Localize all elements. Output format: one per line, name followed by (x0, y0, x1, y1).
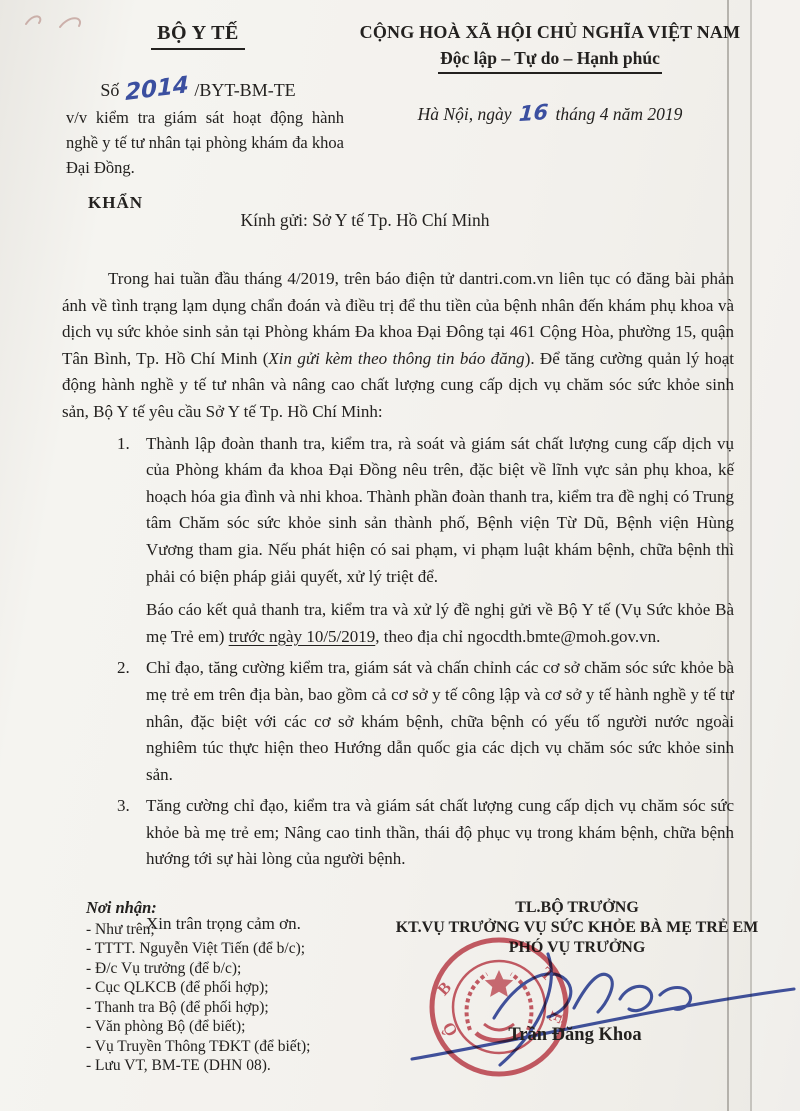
issuing-org-title: BỘ Y TẾ (151, 22, 245, 50)
report-deadline-underlined: trước ngày 10/5/2019 (228, 626, 376, 646)
recipient-line: - Văn phòng Bộ (để biết); (86, 1018, 246, 1035)
recipients-block (86, 898, 310, 1076)
item-text: Chỉ đạo, tăng cường kiểm tra, giám sát và chấn chỉnh các cơ sở chăm sóc sức khỏe bà mẹ trẻ em trên địa bàn, bao gồm cả cơ sở y tế công lập và cơ sở y tế hành nghề y tế tư nhân, đặc biệt với các cơ sở khám bệnh, chữa bệnh có yếu tố người nước ngoài nghiêm túc thực hiện theo Hướng dẫn quốc gia các dịch vụ chăm sóc sức khỏe sinh sản. (146, 658, 734, 784)
place-date-post: tháng 4 năm 2019 (555, 104, 683, 124)
report-instruction-paragraph (62, 597, 734, 650)
place-date-pre: Hà Nội, ngày (417, 104, 512, 124)
recipient-line: - Cục QLKCB (để phối hợp); (86, 979, 269, 996)
document-number-prefix: Số (100, 80, 120, 100)
document-subject: v/v kiểm tra giám sát hoạt động hành nghề y tế tư nhân tại phòng khám đa khoa Đại Đồng. (66, 108, 344, 177)
item-number: 2. (117, 658, 130, 678)
handwritten-document-number: 2014 (124, 72, 189, 106)
letterhead-left (38, 22, 358, 180)
opening-paragraph (62, 266, 734, 426)
recipient-line: - Lưu VT, BM-TE (DHN 08). (86, 1057, 271, 1074)
letterhead (38, 22, 742, 180)
place-date-line (358, 101, 742, 125)
recipients-label: Nơi nhận: (86, 898, 157, 917)
item-number: 1. (117, 433, 130, 453)
closing-courtesy-line: Xin trân trọng cảm ơn. (146, 914, 301, 934)
signing-title-line3: PHÓ VỤ TRƯỞNG (508, 939, 646, 956)
salutation-line: Kính gửi: Sở Y tế Tp. Hồ Chí Minh (240, 210, 490, 230)
item-text: Thành lập đoàn thanh tra, kiểm tra, rà soát và giám sát chất lượng cung cấp dịch vụ của Phòng khám đa khoa Đại Đồng nêu trên, đặc biệt về lĩnh vực sản phụ khoa, kế hoạch hóa gia đình và nhi khoa. Thành phần đoàn thanh tra, kiểm tra đề nghị có Trung tâm Chăm sóc sức khỏe sinh sản thành phố, Bệnh viện Từ Dũ, Bệnh viện Hùng Vương tham gia. Nếu phát hiện có sai phạm, vi phạm luật khám bệnh, chữa bệnh thì phải có biện pháp giải quyết, xử lý triệt để. (146, 433, 734, 586)
numbered-item-3 (62, 793, 734, 873)
item-number: 3. (117, 796, 130, 816)
national-header-line: CỘNG HOÀ XÃ HỘI CHỦ NGHĨA VIỆT NAM (359, 22, 741, 42)
letter-body (62, 266, 734, 938)
stamp-letter: B (433, 978, 456, 1000)
urgency-stamp-text: KHẨN (88, 193, 143, 212)
signing-title-line2: KT.VỤ TRƯỞNG VỤ SỨC KHỎE BÀ MẸ TRẺ EM (395, 919, 759, 936)
recipient-line: - Như trên; (86, 920, 155, 938)
signing-title-line1: TL.BỘ TRƯỞNG (515, 899, 639, 916)
stamp-letter: Ế (544, 1008, 567, 1027)
numbered-item-1 (62, 431, 734, 591)
recipient-line: - TTTT. Nguyễn Việt Tiến (để b/c); (86, 940, 306, 957)
numbered-item-2 (62, 655, 734, 788)
recipient-line: - Vụ Truyền Thông TĐKT (để biết); (86, 1037, 311, 1055)
opening-paragraph-italic-note: Xin gửi kèm theo thông tin báo đăng (268, 348, 525, 368)
document-number-suffix: /BYT-BM-TE (194, 80, 296, 100)
opening-paragraph-pre: Trong hai tuần đầu tháng 4/2019, trên báo điện tử dantri.com.vn liên tục có đăng bài phản ánh về tình trạng lạm dụng chẩn đoán và điều trị để thu tiền của bệnh nhân đến khám phụ khoa và dịch vụ sức khỏe sinh sản tại Phòng khám Đa khoa Đại Đông tại 461 Cộng Hòa, phường 15, quận Tân Bình, Tp. Hồ Chí Minh ( (62, 269, 734, 368)
signer-name: Trần Đăng Khoa (508, 1025, 642, 1045)
national-motto-line: Độc lập – Tự do – Hạnh phúc (438, 48, 662, 74)
recipient-line: - Đ/c Vụ trưởng (để b/c); (86, 959, 242, 977)
handwritten-day: 16 (518, 99, 549, 127)
item-text: Tăng cường chỉ đạo, kiểm tra và giám sát chất lượng cung cấp dịch vụ chăm sóc sức khỏe bà mẹ trẻ em; Nâng cao tinh thần, thái độ phục vụ trong khám bệnh, chữa bệnh hướng tới sự hài lòng của người bệnh. (146, 796, 734, 869)
report-instruction-post: , theo địa chỉ ngocdth.bmte@moh.gov.vn. (375, 626, 661, 646)
handwritten-signature (398, 948, 798, 1073)
opening-paragraph-post: ). Để tăng cường quản lý hoạt động hành nghề y tế tư nhân và nâng cao chất lượng cung cấp dịch vụ chăm sóc sức khỏe sinh sản, Bộ Y tế yêu cầu Sở Y tế Tp. Hồ Chí Minh: (62, 348, 734, 421)
stamp-letter: T (536, 963, 559, 985)
report-instruction-pre: Báo cáo kết quả thanh tra, kiểm tra và xử lý đề nghị gửi về Bộ Y tế (Vụ Sức khỏe Bà mẹ Trẻ em) (146, 600, 734, 646)
letterhead-right (358, 22, 742, 180)
stamp-letter: Ộ (438, 1018, 462, 1040)
document-number (38, 72, 358, 106)
recipient-line: - Thanh tra Bộ (để phối hợp); (86, 998, 269, 1016)
